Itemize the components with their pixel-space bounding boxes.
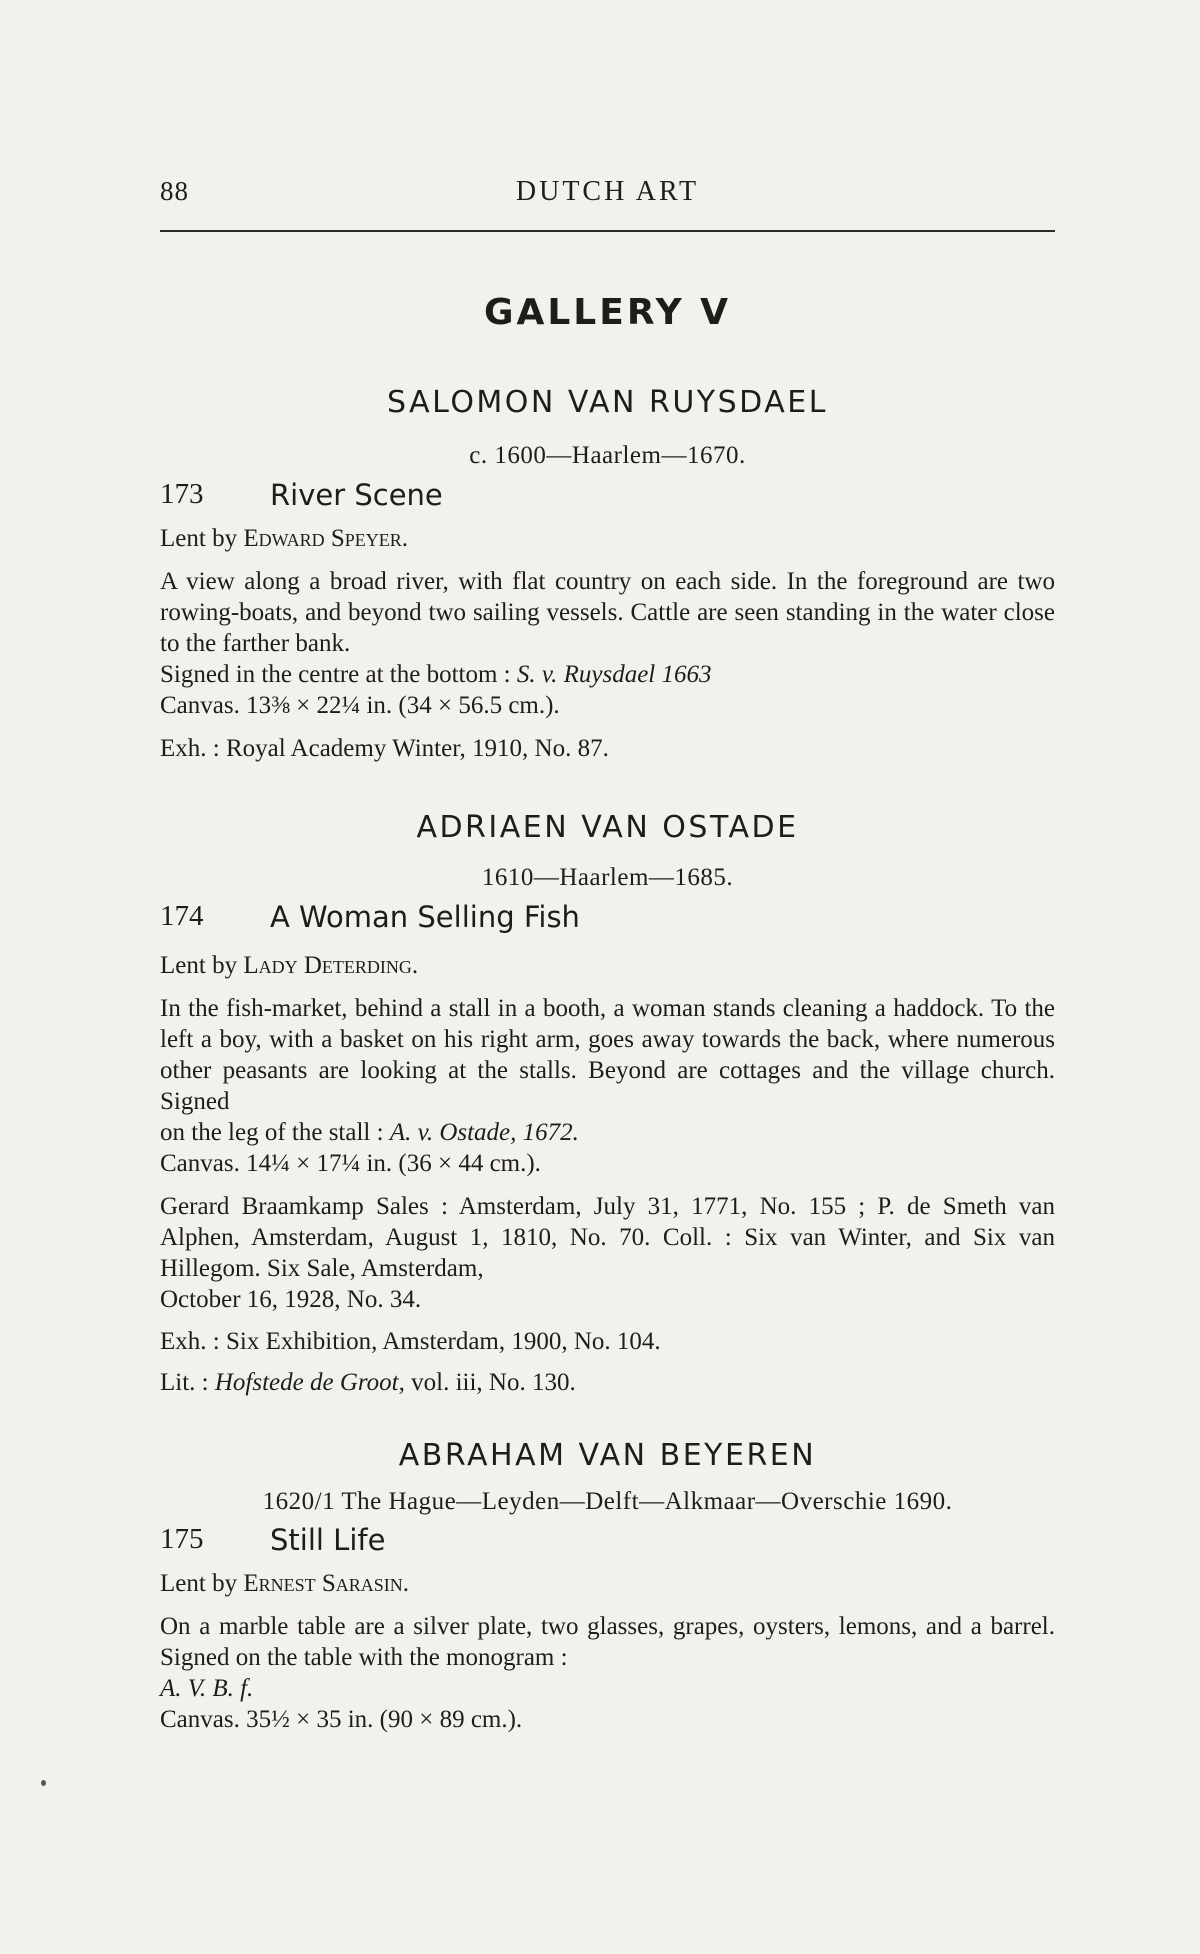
running-title: DUTCH ART — [515, 176, 700, 207]
painting-title: A Woman Selling Fish — [270, 900, 580, 934]
artist-name: SALOMON VAN RUYSDAEL — [387, 385, 828, 420]
signature-line — [160, 659, 1055, 690]
painting-title: River Scene — [270, 478, 443, 512]
page-number: 88 — [160, 176, 189, 206]
artist-dates: c. 1600—Haarlem—1670. — [469, 442, 746, 469]
catalogue-number: 174 — [160, 900, 204, 932]
canvas-dimensions: Canvas. 14¼ × 17¼ in. (36 × 44 cm.). — [160, 1150, 541, 1177]
artist-dates: 1610—Haarlem—1685. — [481, 864, 734, 891]
description: A view along a broad river, with flat country on each side. In the foreground are two rowing-boats, and beyond two sailing vessels. Cattle are seen standing in the water close to the farther bank. — [160, 568, 1055, 657]
lender-prefix: Lent by — [160, 1570, 238, 1597]
description: On a marble table are a silver plate, two glasses, grapes, oysters, lemons, and a barrel. Signed on the table with the monogram : — [160, 1613, 1055, 1671]
lender-prefix: Lent by — [160, 952, 238, 979]
lender-name: Ernest Sarasin. — [243, 1570, 410, 1597]
running-head — [160, 176, 1055, 216]
canvas-dimensions: Canvas. 13⅜ × 22¼ in. (34 × 56.5 cm.). — [160, 692, 560, 719]
literature-line — [160, 1367, 1055, 1398]
ink-speck — [41, 1780, 46, 1786]
lender-prefix: Lent by — [160, 525, 238, 552]
artist-dates: 1620/1 The Hague—Leyden—Delft—Alkmaar—Overschie 1690. — [262, 1488, 953, 1515]
lender-line — [160, 1568, 1055, 1599]
canvas-dimensions: Canvas. 35½ × 35 in. (90 × 89 cm.). — [160, 1706, 523, 1733]
lender-line — [160, 523, 1055, 554]
artist-name: ADRIAEN VAN OSTADE — [416, 810, 799, 845]
signature: S. v. Ruysdael 1663 — [516, 661, 712, 688]
literature-reference: vol. iii, No. 130. — [411, 1369, 576, 1396]
lender-name: Edward Speyer. — [243, 525, 409, 552]
provenance-last-line: October 16, 1928, No. 34. — [160, 1286, 422, 1313]
catalogue-entry-heading — [160, 1523, 1055, 1559]
artist-name: ABRAHAM VAN BEYEREN — [398, 1438, 817, 1473]
header-rule — [160, 230, 1055, 232]
exhibition-line: Exh. : Royal Academy Winter, 1910, No. 87. — [160, 735, 609, 762]
lender-line — [160, 950, 1055, 981]
catalogue-entry-heading — [160, 900, 1055, 936]
description: In the fish-market, behind a stall in a booth, a woman stands cleaning a haddock. To the left a boy, with a basket on his right arm, goes away towards the back, where numerous other peasants are looking at the stalls. Beyond are cottages and the village church. Signed — [160, 995, 1055, 1115]
signature-line — [160, 1117, 1055, 1148]
gallery-title: GALLERY V — [483, 292, 732, 333]
lender-name: Lady Deterding. — [243, 952, 419, 979]
literature-author: Hofstede de Groot, — [214, 1369, 405, 1396]
literature-prefix: Lit. : — [160, 1369, 209, 1396]
signed-prefix: Signed in the centre at the bottom : — [160, 661, 511, 688]
provenance: Gerard Braamkamp Sales : Amsterdam, July 31, 1771, No. 155 ; P. de Smeth van Alphen, Amsterdam, August 1, 1810, No. 70. Coll. : Six van Winter, and Six van Hillegom. Six Sale, Amsterdam, — [160, 1193, 1055, 1282]
signature: A. v. Ostade, 1672. — [389, 1119, 579, 1146]
catalogue-number: 175 — [160, 1523, 204, 1555]
catalogue-entry-heading — [160, 478, 1055, 514]
exhibition-line: Exh. : Six Exhibition, Amsterdam, 1900, No. 104. — [160, 1328, 661, 1355]
catalogue-number: 173 — [160, 478, 204, 510]
signed-prefix: on the leg of the stall : — [160, 1119, 384, 1146]
monogram: A. V. B. f. — [160, 1675, 254, 1702]
painting-title: Still Life — [270, 1523, 386, 1557]
